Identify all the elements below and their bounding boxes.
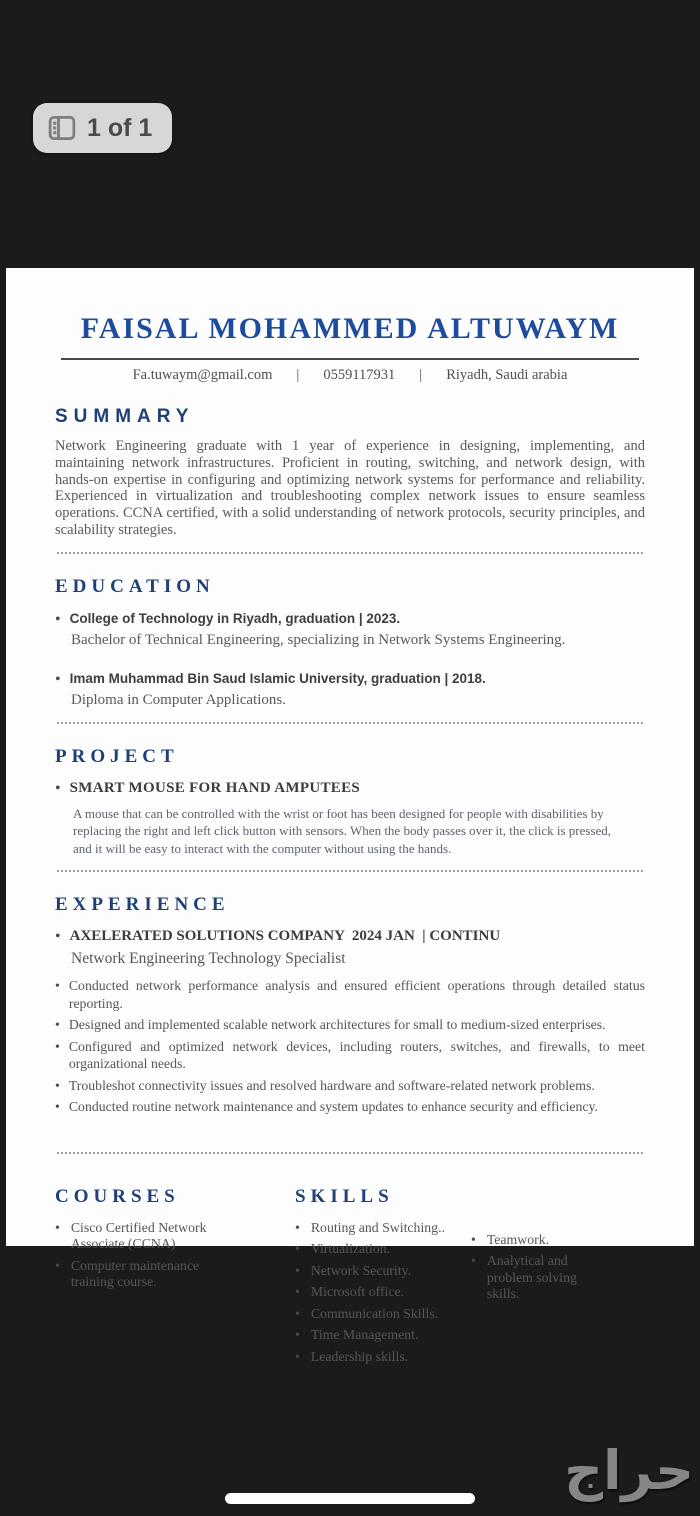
bullet-icon xyxy=(55,1220,60,1237)
experience-bullet xyxy=(55,1016,645,1034)
bullet-icon xyxy=(295,1220,300,1237)
bullet-icon xyxy=(295,1263,300,1280)
bullet-icon xyxy=(55,1258,60,1275)
skills-heading: SKILLS xyxy=(295,1185,394,1207)
bullet-icon xyxy=(295,1306,300,1323)
education-heading: EDUCATION xyxy=(55,575,215,597)
haraj-watermark: حراج xyxy=(564,1439,694,1502)
skill-item xyxy=(295,1349,445,1366)
document-page xyxy=(6,268,694,1364)
contact-separator: | xyxy=(419,367,423,383)
skill-item-text: Teamwork. xyxy=(486,1231,550,1247)
resume-name: FAISAL MOHAMMED ALTUWAYM xyxy=(80,312,620,345)
experience-heading: EXPERIENCE xyxy=(55,894,230,916)
bullet-icon xyxy=(55,1077,60,1095)
experience-bullet-text: Configured and optimized network devices, including routers, switches, and firewalls, to meet organizational needs. xyxy=(68,1038,645,1072)
education-item xyxy=(55,671,645,709)
project-heading: PROJECT xyxy=(55,745,179,767)
education-item-detail: Bachelor of Technical Engineering, specializing in Network Systems Engineering. xyxy=(71,631,566,648)
bullet-icon xyxy=(295,1327,300,1344)
section-divider xyxy=(57,1152,643,1154)
skill-item-text: Network Security. xyxy=(310,1262,412,1278)
skill-item-text: Time Management. xyxy=(310,1327,419,1343)
contact-email: Fa.tuwaym@gmail.com xyxy=(132,367,273,383)
bullet-icon xyxy=(55,1038,60,1056)
education-item-detail: Diploma in Computer Applications. xyxy=(71,691,286,708)
bullet-icon xyxy=(295,1241,300,1258)
contact-row xyxy=(55,367,645,384)
skills-list-secondary xyxy=(471,1232,611,1366)
skill-item-text: Leadership skills. xyxy=(310,1348,409,1364)
course-item-text: Cisco Certified Network Associate (CCNA) xyxy=(70,1219,207,1252)
experience-bullet xyxy=(55,1077,645,1095)
experience-bullet xyxy=(55,977,645,1012)
skills-list-primary xyxy=(295,1220,445,1366)
skill-item-text: Virtualization. xyxy=(310,1241,391,1257)
page-indicator-label: 1 of 1 xyxy=(87,113,153,142)
skill-item xyxy=(295,1284,445,1301)
bullet-icon xyxy=(55,1098,60,1116)
section-divider xyxy=(57,722,643,724)
contact-location: Riyadh, Saudi arabia xyxy=(446,367,568,383)
education-item-heading: Imam Muhammad Bin Saud Islamic University, graduation | 2018. xyxy=(69,670,486,686)
skill-item xyxy=(471,1253,611,1303)
summary-heading: SUMMARY xyxy=(55,406,195,427)
section-divider xyxy=(57,552,643,554)
experience-bullet xyxy=(55,1098,645,1116)
bullet-icon xyxy=(55,977,60,995)
courses-heading: COURSES xyxy=(55,1185,180,1207)
experience-bullet-list xyxy=(55,977,645,1116)
page-indicator-pill[interactable] xyxy=(33,103,172,153)
experience-bullet-text: Designed and implemented scalable network architectures for small to medium-sized enterprises. xyxy=(68,1017,606,1033)
skill-item-text: Routing and Switching.. xyxy=(310,1219,445,1235)
skills-lists xyxy=(295,1208,645,1366)
pages-icon xyxy=(47,113,77,143)
bottom-columns xyxy=(55,1164,645,1366)
project-title: SMART MOUSE FOR HAND AMPUTEES xyxy=(69,779,361,796)
summary-body: Network Engineering graduate with 1 year of experience in designing, implementing, and maintaining network infrastructures. Proficient in routing, switching, and network design, with hands-on expertise in configuring and optimizing network systems for performance and reliability. Experienced in virtualization and troubleshooting complex network issues to ensure seamless operations. CCNA certified, with a solid understanding of network protocols, security principles, and scalability strategies. xyxy=(55,438,645,538)
education-item xyxy=(55,611,645,649)
home-indicator-bar[interactable] xyxy=(225,1493,475,1504)
skill-item xyxy=(295,1241,445,1258)
skill-item-text: Communication Skills. xyxy=(310,1305,439,1321)
contact-phone: 0559117931 xyxy=(323,367,396,383)
experience-bullet-text: Conducted routine network maintenance and system updates to enhance security and efficiency. xyxy=(68,1099,598,1115)
bullet-icon xyxy=(295,1284,300,1301)
skill-item xyxy=(295,1327,445,1344)
skills-column xyxy=(295,1164,645,1366)
experience-company: AXELERATED SOLUTIONS COMPANY 2024 JAN | CONTINU xyxy=(69,928,501,945)
bullet-icon xyxy=(295,1349,300,1366)
bullet-icon xyxy=(55,780,61,798)
bullet-icon xyxy=(55,928,61,946)
skill-item-text: Analytical and problem solving skills. xyxy=(486,1253,577,1302)
education-item-heading: College of Technology in Riyadh, graduation | 2023. xyxy=(69,610,401,626)
course-item xyxy=(55,1220,235,1253)
section-divider xyxy=(57,870,643,872)
bullet-icon xyxy=(471,1253,476,1270)
skill-item xyxy=(295,1263,445,1280)
contact-separator: | xyxy=(296,367,300,383)
bullet-icon xyxy=(55,1016,60,1034)
bullet-icon xyxy=(55,671,61,689)
skill-item-text: Microsoft office. xyxy=(310,1284,405,1300)
experience-bullet-text: Troubleshot connectivity issues and resolved hardware and software-related network problems. xyxy=(68,1077,595,1093)
experience-bullet xyxy=(55,1038,645,1073)
experience-role: Network Engineering Technology Specialist xyxy=(71,950,346,968)
course-item-text: Computer maintenance training course. xyxy=(70,1257,200,1290)
skill-item xyxy=(295,1220,445,1237)
course-item xyxy=(55,1258,235,1291)
courses-column xyxy=(55,1164,295,1366)
bullet-icon xyxy=(471,1232,476,1249)
header-rule xyxy=(61,358,639,360)
skill-item xyxy=(471,1232,611,1249)
skill-item xyxy=(295,1306,445,1323)
courses-list xyxy=(55,1220,235,1291)
experience-bullet-text: Conducted network performance analysis and ensured efficient operations through detailed status reporting. xyxy=(68,978,645,1011)
project-description: A mouse that can be controlled with the wrist or foot has been designed for people with disabilities by replacing the right and left click button with sensors. When the body passes over it, the click is pressed, and it will be easy to interact with the computer without using the hands. xyxy=(73,805,612,856)
bullet-icon xyxy=(55,611,61,629)
